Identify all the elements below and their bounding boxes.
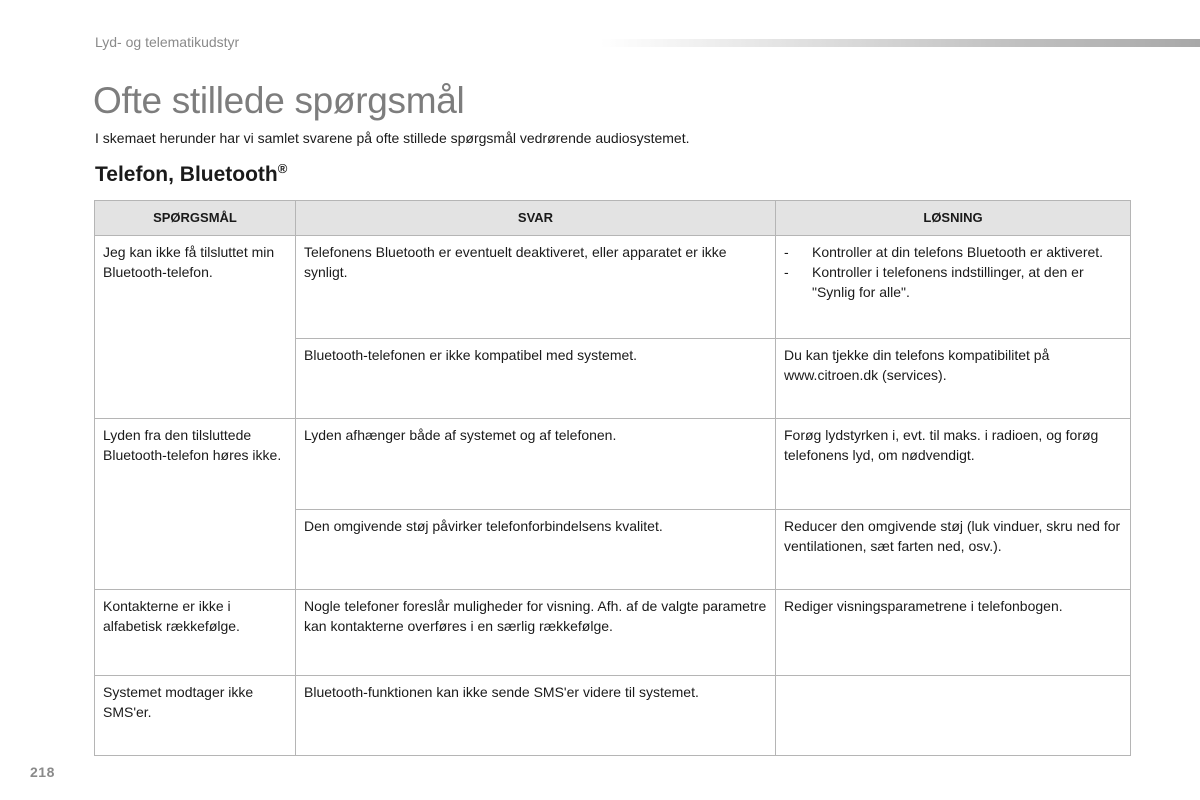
dash-bullet: -	[784, 244, 789, 260]
section-title-text: Telefon, Bluetooth	[95, 163, 278, 186]
table-row	[95, 676, 1131, 756]
list-item-text: Kontroller at din telefons Bluetooth er aktiveret.	[812, 244, 1104, 260]
list-item-text: Kontroller i telefonens indstillinger, at den er "Synlig for alle".	[812, 264, 1084, 300]
answer-cell: Nogle telefoner foreslår muligheder for visning. Afh. af de valgte parametre kan kontakterne overføres i en særlig rækkefølge.	[296, 590, 776, 676]
question-cell: Systemet modtager ikke SMS'er.	[95, 676, 296, 756]
page-title: Ofte stillede spørgsmål	[93, 80, 465, 121]
list-item	[784, 242, 1122, 262]
question-cell: Kontakterne er ikke i alfabetisk rækkefølge.	[95, 590, 296, 676]
column-header-question: SPØRGSMÅL	[95, 201, 296, 236]
answer-cell: Den omgivende støj påvirker telefonforbindelsens kvalitet.	[296, 510, 776, 590]
page-number: 218	[30, 764, 55, 780]
solution-list	[784, 242, 1122, 302]
column-header-solution: LØSNING	[776, 201, 1131, 236]
table-header-row	[95, 201, 1131, 236]
answer-cell: Bluetooth-telefonen er ikke kompatibel med systemet.	[296, 339, 776, 419]
registered-mark: ®	[277, 161, 288, 176]
section-label: Lyd- og telematikudstyr	[95, 34, 240, 50]
column-header-answer: SVAR	[296, 201, 776, 236]
section-title	[95, 161, 287, 187]
table-row	[95, 419, 1131, 510]
solution-cell: Du kan tjekke din telefons kompatibilitet på www.citroen.dk (services).	[776, 339, 1131, 419]
solution-cell	[776, 676, 1131, 756]
table-row	[95, 590, 1131, 676]
answer-cell: Telefonens Bluetooth er eventuelt deaktiveret, eller apparatet er ikke synligt.	[296, 236, 776, 339]
list-item	[784, 262, 1122, 302]
solution-cell: Forøg lydstyrken i, evt. til maks. i radioen, og forøg telefonens lyd, om nødvendigt.	[776, 419, 1131, 510]
question-cell: Jeg kan ikke få tilsluttet min Bluetooth-telefon.	[95, 236, 296, 419]
intro-text: I skemaet herunder har vi samlet svarene på ofte stillede spørgsmål vedrørende audiosystemet.	[95, 130, 690, 146]
answer-cell: Lyden afhænger både af systemet og af telefonen.	[296, 419, 776, 510]
header-gradient-bar	[600, 39, 1200, 47]
dash-bullet: -	[784, 264, 789, 280]
solution-cell: Reducer den omgivende støj (luk vinduer, skru ned for ventilationen, sæt farten ned, osv.).	[776, 510, 1131, 590]
table-row	[95, 236, 1131, 339]
question-cell: Lyden fra den tilsluttede Bluetooth-telefon høres ikke.	[95, 419, 296, 590]
solution-cell: Rediger visningsparametrene i telefonbogen.	[776, 590, 1131, 676]
answer-cell: Bluetooth-funktionen kan ikke sende SMS'er videre til systemet.	[296, 676, 776, 756]
solution-cell	[776, 236, 1131, 339]
faq-table	[94, 200, 1131, 756]
